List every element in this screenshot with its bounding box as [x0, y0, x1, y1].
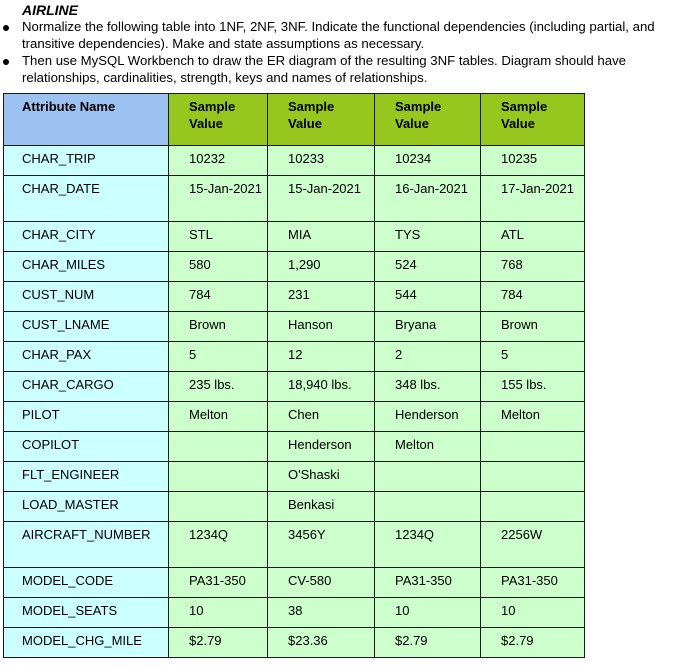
sample-value-cell: 2 — [375, 342, 481, 372]
sample-value-cell: 524 — [375, 252, 481, 282]
sample-value-cell — [481, 462, 585, 492]
sample-value-cell: 15-Jan-2021 — [169, 176, 268, 222]
sample-value-cell: PA31-350 — [481, 568, 585, 598]
sample-value-cell: 768 — [481, 252, 585, 282]
sample-value-cell: PA31-350 — [375, 568, 481, 598]
attribute-name-cell: CUST_NUM — [4, 282, 169, 312]
sample-value-cell: 348 lbs. — [375, 372, 481, 402]
sample-value-cell — [169, 462, 268, 492]
table-row — [4, 222, 585, 252]
sample-value-cell: Bryana — [375, 312, 481, 342]
sample-value-cell: $2.79 — [169, 628, 268, 658]
sample-value-cell: 3456Y — [268, 522, 375, 568]
sample-value-cell — [481, 432, 585, 462]
attribute-name-cell: AIRCRAFT_NUMBER — [4, 522, 169, 568]
attribute-name-cell: MODEL_CODE — [4, 568, 169, 598]
sample-value-cell: 18,940 lbs. — [268, 372, 375, 402]
sample-value-cell: 10233 — [268, 146, 375, 176]
table-row — [4, 402, 585, 432]
sample-value-cell: Hanson — [268, 312, 375, 342]
table-row — [4, 372, 585, 402]
table-row — [4, 568, 585, 598]
attribute-name-cell: CHAR_CARGO — [4, 372, 169, 402]
sample-value-cell: 235 lbs. — [169, 372, 268, 402]
table-row — [4, 492, 585, 522]
page-heading: AIRLINE — [22, 2, 78, 18]
table-row — [4, 282, 585, 312]
sample-value-cell: Melton — [169, 402, 268, 432]
sample-value-cell: $23.36 — [268, 628, 375, 658]
sample-value-cell: O'Shaski — [268, 462, 375, 492]
bullet-icon — [3, 59, 9, 65]
sample-value-cell: Brown — [169, 312, 268, 342]
sample-value-cell: MIA — [268, 222, 375, 252]
sample-value-cell — [169, 492, 268, 522]
attribute-name-cell: FLT_ENGINEER — [4, 462, 169, 492]
instruction-item — [0, 18, 695, 52]
sample-value-cell: 12 — [268, 342, 375, 372]
sample-value-cell — [169, 432, 268, 462]
table-row — [4, 176, 585, 222]
sample-value-cell: STL — [169, 222, 268, 252]
attribute-name-cell: CUST_LNAME — [4, 312, 169, 342]
sample-value-cell: 1234Q — [169, 522, 268, 568]
sample-value-cell: 580 — [169, 252, 268, 282]
sample-value-cell: Brown — [481, 312, 585, 342]
attribute-name-cell: CHAR_CITY — [4, 222, 169, 252]
attribute-name-cell: CHAR_MILES — [4, 252, 169, 282]
instruction-item — [0, 52, 695, 86]
sample-value-cell: 10232 — [169, 146, 268, 176]
sample-value-cell: $2.79 — [375, 628, 481, 658]
sample-value-cell — [375, 492, 481, 522]
sample-value-cell: TYS — [375, 222, 481, 252]
sample-value-cell: 10235 — [481, 146, 585, 176]
sample-value-cell: Melton — [375, 432, 481, 462]
table-row — [4, 342, 585, 372]
table-header-row — [4, 94, 585, 146]
sample-value-cell: 15-Jan-2021 — [268, 176, 375, 222]
sample-value-cell: 5 — [481, 342, 585, 372]
sample-value-cell: 1234Q — [375, 522, 481, 568]
column-header-attribute: Attribute Name — [4, 94, 169, 146]
sample-value-cell: 17-Jan-2021 — [481, 176, 585, 222]
sample-value-cell: $2.79 — [481, 628, 585, 658]
table-row — [4, 252, 585, 282]
sample-value-cell: 10 — [481, 598, 585, 628]
sample-value-cell: 231 — [268, 282, 375, 312]
column-header-sample: Sample Value — [375, 94, 481, 146]
attribute-name-cell: LOAD_MASTER — [4, 492, 169, 522]
column-header-sample: Sample Value — [268, 94, 375, 146]
sample-value-cell: 544 — [375, 282, 481, 312]
sample-value-cell: 1,290 — [268, 252, 375, 282]
table-row — [4, 462, 585, 492]
sample-value-cell: Melton — [481, 402, 585, 432]
sample-value-cell: 155 lbs. — [481, 372, 585, 402]
sample-value-cell: Chen — [268, 402, 375, 432]
sample-value-cell: 784 — [169, 282, 268, 312]
attribute-name-cell: PILOT — [4, 402, 169, 432]
instruction-text: Normalize the following table into 1NF, 2NF, 3NF. Indicate the functional dependencies (including partial, and transitive dependencies). Make and state assumptions as necessary. — [22, 19, 655, 51]
airline-table — [3, 93, 585, 658]
attribute-name-cell: MODEL_CHG_MILE — [4, 628, 169, 658]
sample-value-cell: ATL — [481, 222, 585, 252]
sample-value-cell: PA31-350 — [169, 568, 268, 598]
instruction-text: Then use MySQL Workbench to draw the ER diagram of the resulting 3NF tables. Diagram should have relationships, cardinalities, strength, keys and names of relationships. — [22, 53, 626, 85]
sample-value-cell: 5 — [169, 342, 268, 372]
sample-value-cell: CV-580 — [268, 568, 375, 598]
table-row — [4, 522, 585, 568]
table-row — [4, 146, 585, 176]
sample-value-cell — [375, 462, 481, 492]
sample-value-cell: 38 — [268, 598, 375, 628]
sample-value-cell: 10234 — [375, 146, 481, 176]
attribute-name-cell: CHAR_DATE — [4, 176, 169, 222]
sample-value-cell: Henderson — [268, 432, 375, 462]
table-body — [4, 146, 585, 658]
sample-value-cell: 784 — [481, 282, 585, 312]
attribute-name-cell: CHAR_PAX — [4, 342, 169, 372]
table-row — [4, 432, 585, 462]
table-row — [4, 598, 585, 628]
sample-value-cell: 10 — [375, 598, 481, 628]
attribute-name-cell: COPILOT — [4, 432, 169, 462]
table-row — [4, 628, 585, 658]
attribute-name-cell: MODEL_SEATS — [4, 598, 169, 628]
sample-value-cell: 2256W — [481, 522, 585, 568]
sample-value-cell: Henderson — [375, 402, 481, 432]
bullet-icon — [3, 25, 9, 31]
column-header-sample: Sample Value — [169, 94, 268, 146]
attribute-name-cell: CHAR_TRIP — [4, 146, 169, 176]
sample-value-cell — [481, 492, 585, 522]
instruction-list — [0, 18, 695, 86]
table-row — [4, 312, 585, 342]
column-header-sample: Sample Value — [481, 94, 585, 146]
sample-value-cell: Benkasi — [268, 492, 375, 522]
sample-value-cell: 16-Jan-2021 — [375, 176, 481, 222]
sample-value-cell: 10 — [169, 598, 268, 628]
